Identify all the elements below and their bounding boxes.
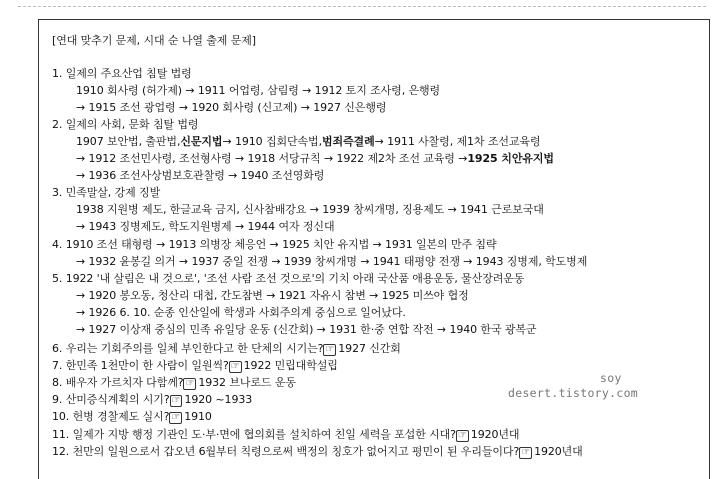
question-6: 6. 우리는 기회주의를 일체 부인한다고 한 단체의 시기는?☞1927 신간회 — [52, 342, 401, 355]
line-3: → 1915 조선 광업령 → 1920 회사령 (신고제) → 1927 신은행령 — [76, 101, 387, 114]
line-6: → 1912 조선민사령, 조선형사령 → 1918 서당규칙 → 1922 제2차 조선 교육령 →1925 치안유지법 — [76, 152, 554, 165]
pointing-hand-icon: ☞ — [521, 447, 531, 458]
question-10: 10. 헌병 경찰제도 실시?☞1910 — [52, 410, 212, 423]
line-15: → 1926 6. 10. 순종 인산일에 학생과 사회주의계 중심으로 일어났다. — [76, 306, 406, 319]
line-11: 4. 1910 조선 태형령 → 1913 의병장 체응언 → 1925 치안 유지법 → 1931 일본의 만주 침략 — [52, 238, 497, 251]
question-8: 8. 배우자 가르치자 다함께?☞1932 브나로드 운동 — [52, 376, 296, 389]
line-5: 1907 보안법, 출판법,신문지법→ 1910 집회단속법,범죄즉결례→ 1911 사찰령, 제1차 조선교육령 — [76, 135, 541, 148]
line-4: 2. 일제의 사회, 문화 침탈 법령 — [52, 118, 199, 131]
question-11: 11. 일제가 지방 행정 기관인 도·부·면에 협의회를 설치하여 친일 세력을 포섭한 시대?☞1920년대 — [52, 428, 520, 441]
question-12: 12. 천만의 일원으로서 갑오년 6월부터 칙령으로써 백정의 칭호가 없어지고 평민이 된 우리들이다?☞1920년대 — [52, 445, 583, 458]
document-heading: [연대 맞추기 문제, 시대 순 나열 출제 문제] — [52, 34, 256, 47]
line-7: → 1936 조선사상범보호관찰령 → 1940 조선영화령 — [76, 169, 325, 182]
question-9: 9. 산미증식계획의 시기?☞1920 ~1933 — [52, 393, 253, 406]
pointing-hand-icon: ☞ — [325, 344, 335, 355]
watermark-line-1: soy — [600, 371, 622, 385]
line-13: 5. 1922 '내 살림은 내 것으로', '조선 사람 조선 것으로'의 기치 아래 국산품 애용운동, 물산장려운동 — [52, 272, 525, 285]
line-1: 1. 일제의 주요산업 침탈 법령 — [52, 67, 192, 80]
line-9: 1938 지원병 제도, 한글교육 금지, 신사참배강요 → 1939 창씨개명, 징용제도 → 1941 근로보국대 — [76, 203, 544, 216]
pointing-hand-icon: ☞ — [185, 378, 195, 389]
question-7: 7. 한민족 1천만이 한 사람이 일원씩?☞1922 민립대학설립 — [52, 359, 338, 372]
watermark-line-2: desert.tistory.com — [508, 386, 639, 400]
pointing-hand-icon: ☞ — [457, 430, 467, 441]
line-10: → 1943 징병제도, 학도지원병제 → 1944 여자 정신대 — [76, 220, 335, 233]
line-14: → 1920 봉오동, 청산리 대첩, 간도참변 → 1921 자유시 참변 → 1925 미쓰야 협정 — [76, 289, 469, 302]
pointing-hand-icon: ☞ — [171, 395, 181, 406]
line-16: → 1927 이상재 중심의 민족 유일당 운동 (신간회) → 1931 한·중 연합 작전 → 1940 한국 광복군 — [76, 323, 537, 336]
line-12: → 1932 윤봉길 의거 → 1937 중일 전쟁 → 1939 창씨개명 → 1941 태평양 전쟁 → 1943 징병제, 학도병제 — [76, 255, 588, 268]
line-8: 3. 민족말살, 강제 징발 — [52, 186, 161, 199]
line-2: 1910 회사령 (허가제) → 1911 어업령, 삼림령 → 1912 토지 조사령, 은행령 — [76, 84, 441, 97]
pointing-hand-icon: ☞ — [230, 361, 240, 372]
pointing-hand-icon: ☞ — [171, 412, 181, 423]
